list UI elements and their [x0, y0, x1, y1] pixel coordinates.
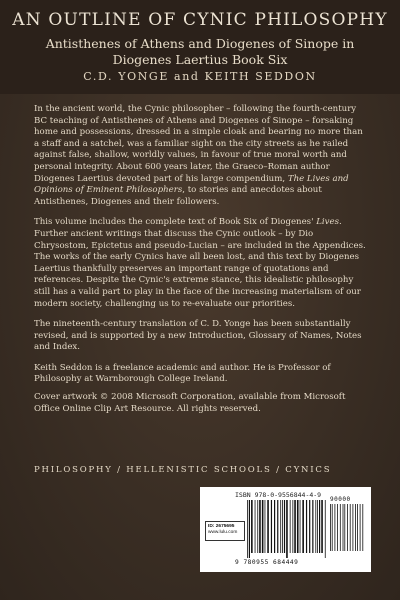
work-title: The Lives and Opinions of Eminent Philosophers — [34, 173, 349, 196]
paragraph-contents-text-b: . Further ancient writings that discuss the Cynic outlook – by Dio Chrysostom, Epictetus and pseudo-Lucian – are included in the Appendices. The works of the early Cynics have all been lost, and this text by Diogenes Laertius thankfully preserves an important range of quotations and references. Despite the Cynic's extreme stance, this idealistic philosophy still has a valid part to play in the face of the increasing materialism of our modern society, challenging us to re-evaluate our priorities. — [34, 217, 366, 309]
barcode-bar — [302, 500, 304, 553]
barcode-bar — [321, 500, 323, 553]
cover-credit: Cover artwork © 2008 Microsoft Corporation, available from Microsoft Office Online Clip Art Resource. All rights reserved. — [34, 392, 346, 414]
barcode-bar — [297, 500, 299, 553]
authors: C.D. YONGE and KEITH SEDDON — [83, 70, 317, 83]
barcode-bar — [306, 500, 307, 553]
barcode-bar — [347, 504, 348, 551]
lulu-id-box — [205, 521, 245, 541]
paragraph-intro-text-b: , to stories and anecdotes about Antisthenes, Diogenes and their followers. — [34, 185, 322, 207]
barcode-bar — [357, 504, 358, 551]
barcode-bar — [335, 504, 336, 551]
barcode-bar — [343, 504, 344, 551]
book-subtitle — [20, 36, 380, 68]
barcode-bar — [317, 500, 318, 553]
author-bio: Keith Seddon is a freelance academic and author. He is Professor of Philosophy at Warnborough College Ireland. — [34, 362, 331, 385]
paragraph-intro — [34, 104, 368, 208]
barcode-bar — [286, 500, 288, 558]
barcode-bar — [282, 500, 283, 553]
lives-title: Lives — [316, 217, 339, 228]
barcode-bar — [362, 504, 363, 551]
barcode-bar — [280, 500, 281, 553]
barcode-bar — [360, 504, 361, 551]
barcode-bar — [290, 500, 291, 553]
isbn-text: ISBN 978-0-9556844-4-9 — [235, 491, 322, 499]
ean-barcode — [247, 500, 327, 558]
barcode-bar — [247, 500, 248, 558]
subtitle-line-2: Diogenes Laertius Book Six — [112, 52, 288, 67]
barcode-bar — [350, 504, 351, 551]
barcode-bar — [265, 500, 266, 553]
barcode-bar — [309, 500, 310, 553]
book-title: AN OUTLINE OF CYNIC PHILOSOPHY — [12, 10, 388, 30]
barcode-bar — [355, 504, 356, 551]
barcode-bar — [277, 500, 278, 553]
lulu-site: www.lulu.com — [208, 530, 238, 535]
supplement-barcode — [330, 504, 368, 556]
barcode-bar — [257, 500, 258, 553]
barcode-bar — [294, 500, 296, 553]
barcode-bar — [255, 500, 256, 553]
barcode-bar — [344, 504, 345, 551]
header-band — [0, 0, 400, 94]
barcode-bar — [300, 500, 301, 553]
barcode-bar — [249, 500, 250, 558]
barcode-bar — [319, 500, 320, 553]
barcode-bar — [259, 500, 261, 553]
barcode-bar — [274, 500, 275, 553]
barcode-bar — [315, 500, 316, 553]
subtitle-line-1: Antisthenes of Athens and Diogenes of Sinope in — [45, 36, 355, 51]
paragraph-contents — [34, 217, 368, 310]
paragraph-translation: The nineteenth-century translation of C. D. Yonge has been substantially revised, and is supported by a new Introduction, Glossary of Names, Notes and Index. — [34, 319, 362, 353]
barcode-bar — [340, 504, 341, 551]
barcode-bar — [271, 500, 272, 553]
barcode-bar — [251, 500, 253, 553]
barcode-bar — [312, 500, 313, 553]
barcode-bar — [330, 504, 331, 551]
barcode-bar — [353, 504, 354, 551]
paragraph-intro-text-a: In the ancient world, the Cynic philosopher – following the fourth-century BC teaching of Antisthenes of Athens and Diogenes of Sinope – forsaking home and possessions, dressed in a simple cloak and bearing no more than a staff and a satchel, was a familiar sight on the city streets as he railed against false, shallow, worldly values, in favour of true moral worth and personal integrity. About 600 years later, the Graeco–Roman author Diogenes Laertius devoted part of his large compendium, — [34, 104, 363, 184]
barcode-bar — [292, 500, 293, 553]
barcode-bar — [325, 500, 326, 558]
blurb — [34, 104, 368, 421]
subject-categories: PHILOSOPHY / HELLENISTIC SCHOOLS / CYNICS — [34, 465, 332, 475]
barcode-bar — [337, 504, 338, 551]
barcode-bar — [332, 504, 333, 551]
ean-number: 9 780955 684449 — [235, 559, 299, 566]
lulu-id: ID: 2675695 — [208, 524, 235, 529]
supplement-number: 90000 — [330, 496, 351, 503]
paragraph-contents-text-a: This volume includes the complete text of Book Six of Diogenes' — [34, 217, 317, 228]
barcode-bar — [267, 500, 269, 553]
barcode-bar — [262, 500, 264, 553]
barcode-bar — [284, 500, 285, 553]
